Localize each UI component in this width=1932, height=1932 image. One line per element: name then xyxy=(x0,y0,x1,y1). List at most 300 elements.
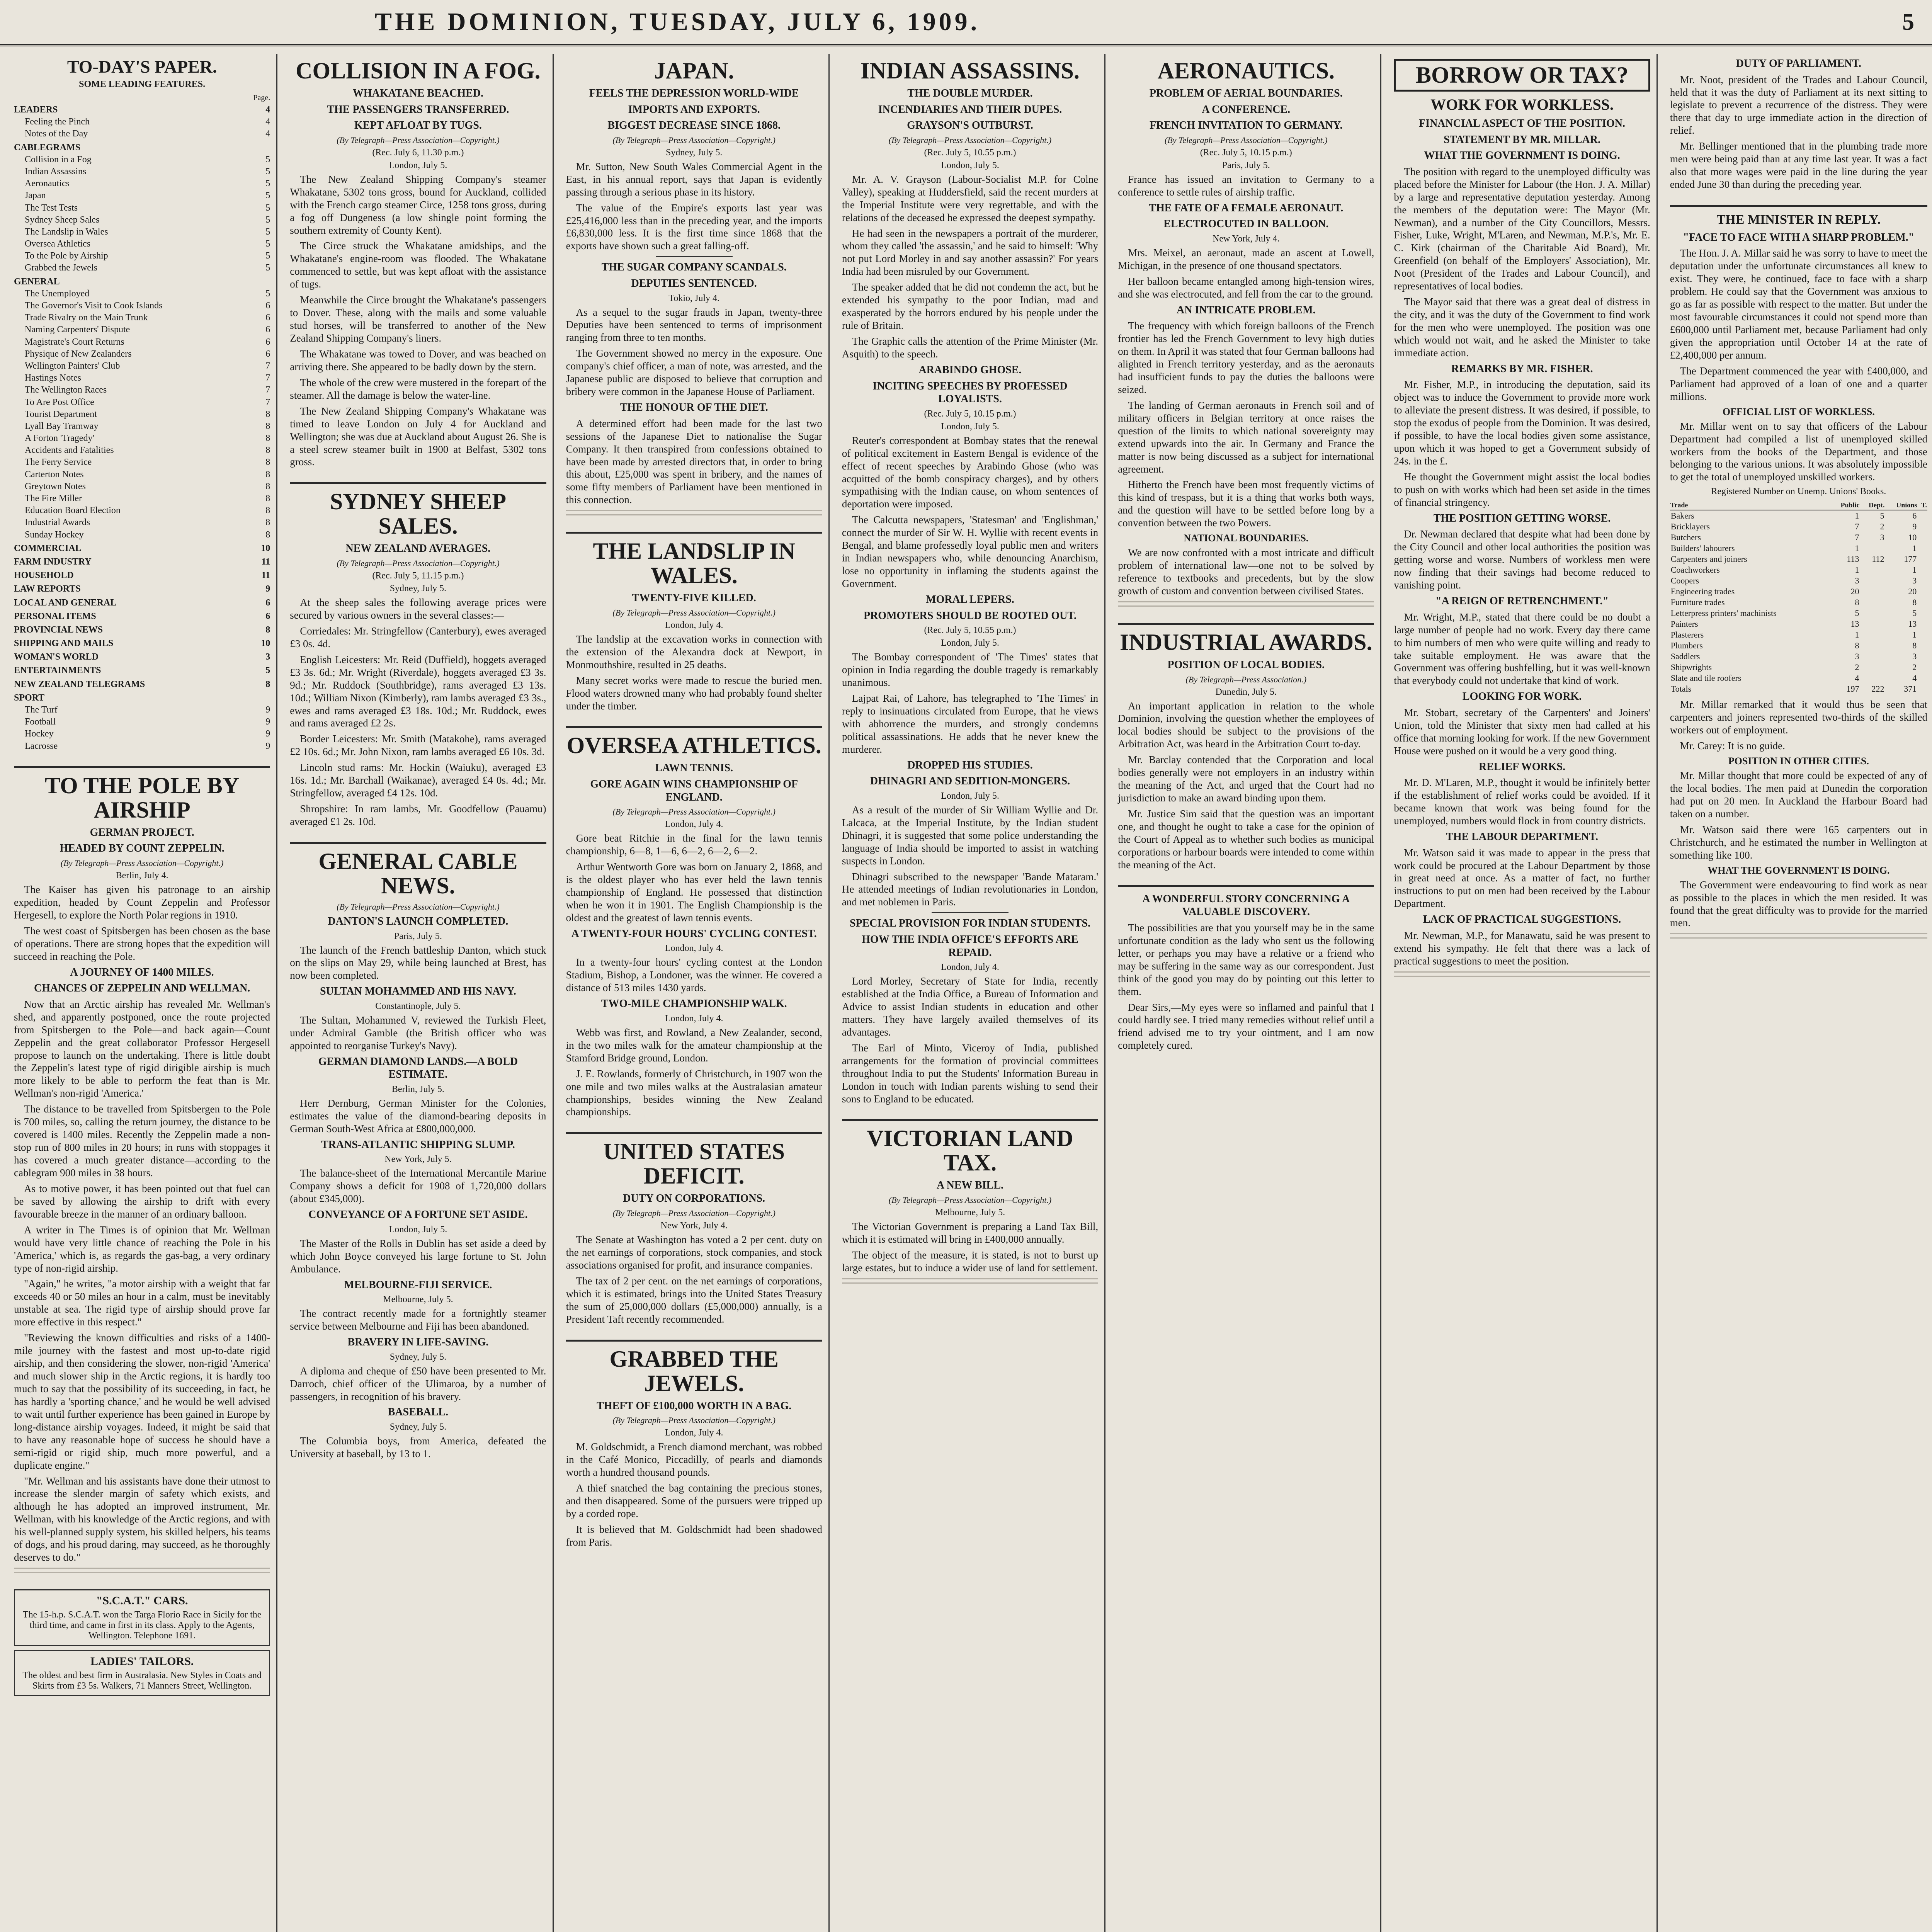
subheading: "FACE TO FACE WITH A SHARP PROBLEM." xyxy=(1683,231,1915,243)
article-indian xyxy=(842,59,1098,1105)
table-cell: 4 xyxy=(1855,673,1859,683)
article-body xyxy=(290,1435,546,1460)
subheading: BIGGEST DECREASE SINCE 1868. xyxy=(607,119,781,132)
table-cell: 7 xyxy=(1855,532,1859,543)
index-item-label: HOUSEHOLD xyxy=(14,570,74,581)
subheading: "A REIGN OF RETRENCHMENT." xyxy=(1435,595,1609,607)
paragraph: Lord Morley, Secretary of State for India, recently established at the India Office, a Bureau of Information and Advice to assist Indian students in education and other matters. They have largely availed themselves of its advantages. xyxy=(842,975,1099,1038)
table-row xyxy=(1670,586,1927,597)
index-item-page: 7 xyxy=(265,397,270,407)
continued-text xyxy=(1670,933,1927,941)
index-item-label: To Are Post Office xyxy=(25,397,94,407)
byline: (By Telegraph—Press Association—Copyright.) xyxy=(888,1195,1052,1205)
continued-text xyxy=(842,1278,1098,1286)
index-item xyxy=(14,583,270,595)
table-cell: 2 xyxy=(1880,522,1884,532)
index-item-label: The Wellington Races xyxy=(25,385,107,395)
cable-item xyxy=(290,1208,546,1275)
table-cell xyxy=(1860,608,1885,619)
index-item-label: Football xyxy=(25,717,56,727)
index-item-page: 5 xyxy=(265,665,270,676)
article-body xyxy=(1118,546,1374,597)
dateline: Berlin, July 4. xyxy=(116,870,168,881)
article-body xyxy=(290,1167,546,1205)
subheading: NATIONAL BOUNDARIES. xyxy=(1184,532,1309,544)
dateline: New York, July 4. xyxy=(660,1220,728,1231)
index-item-page: 10 xyxy=(261,638,270,649)
index-item-page: 5 xyxy=(265,288,270,299)
index-item-page: 3 xyxy=(265,652,270,662)
article-body xyxy=(1394,929,1650,968)
subheading: HEADED BY COUNT ZEPPELIN. xyxy=(60,842,224,855)
headline: VICTORIAN LAND TAX. xyxy=(867,1126,1073,1176)
index-item-page: 10 xyxy=(261,543,270,553)
byline: (By Telegraph—Press Association—Copyright.) xyxy=(1165,135,1328,145)
subheading: NEW ZEALAND AVERAGES. xyxy=(345,543,491,555)
paragraph: The Department commenced the year with £400,000, and Parliament had approved of a loan of one and a quarter millions. xyxy=(1670,365,1927,402)
index-item xyxy=(14,312,270,324)
table-cell xyxy=(1860,597,1885,608)
index-item-page: 5 xyxy=(265,154,270,165)
headline: GRABBED THE JEWELS. xyxy=(609,1346,779,1396)
subheading: POSITION IN OTHER CITIES. xyxy=(1728,755,1869,767)
index-item-page: 9 xyxy=(265,729,270,739)
table-caption: Registered Number on Unemp. Unions' Books. xyxy=(1711,486,1886,497)
index-item-page: 5 xyxy=(265,239,270,249)
cable-item-heading: CONVEYANCE OF A FORTUNE SET ASIDE. xyxy=(308,1209,528,1221)
table-cell: 7 xyxy=(1855,522,1859,532)
table-row xyxy=(1670,532,1927,543)
received-line: (Rec. July 5, 10.15 p.m.) xyxy=(1200,147,1292,158)
index-item xyxy=(14,505,270,517)
index-item-label: GENERAL xyxy=(14,276,60,287)
ad-title: "S.C.A.T." CARS. xyxy=(96,1594,188,1607)
index-page-label: Page. xyxy=(253,94,270,102)
paragraph: Shropshire: In ram lambs, Mr. Goodfellow (Pauamu) averaged £1 2s. 10d. xyxy=(290,803,546,827)
index-item-label: Lyall Bay Tramway xyxy=(25,421,99,431)
table-cell: 1 xyxy=(1912,565,1917,575)
article-body xyxy=(1118,700,1374,871)
table-cell: 2 xyxy=(1855,662,1859,672)
index-item-label: To the Pole by Airship xyxy=(25,251,108,261)
byline: (By Telegraph—Press Association—Copyright.) xyxy=(612,135,776,145)
table-header-cell: Public xyxy=(1830,501,1860,510)
paragraph: The Hon. J. A. Millar said he was sorry to have to meet the deputation under the unfortunate circumstances all knew to exist. They were, he continued, face to face with a sharp problem. He could say that the Government was anxious to go as far as possible with respect to the matter. But under the most favourable circumstances it could not spend more than £600,000 until Parliament met, because Parliament had only given the appropriation until October 14 at the rate of £2,400,000 per annum. xyxy=(1670,247,1927,361)
paragraph: Mr. Bellinger mentioned that in the plumbing trade more men were being paid than at any time last year. It was a fact also that more wages were paid in the line during the year ended June 30 than during the preceding year. xyxy=(1670,140,1927,190)
article-body xyxy=(1670,247,1927,403)
subheading: CHANCES OF ZEPPELIN AND WELLMAN. xyxy=(34,982,250,995)
divider xyxy=(566,532,822,534)
index-item-label: Grabbed the Jewels xyxy=(25,263,97,273)
article-body xyxy=(566,417,822,507)
article-deficit xyxy=(566,1139,822,1325)
paragraph: Mr. Newman, M.P., for Manawatu, said he was present to extend his sympathy. He felt that there was a lack of practical suggestions to meet the position. xyxy=(1394,929,1650,967)
table-body xyxy=(1670,510,1927,694)
article-victorian xyxy=(842,1126,1098,1286)
subheading: INCITING SPEECHES BY PROFESSED LOYALISTS. xyxy=(872,380,1068,405)
subheading: REMARKS BY MR. FISHER. xyxy=(1451,362,1593,375)
subheading: MORAL LEPERS. xyxy=(926,593,1014,605)
byline: (By Telegraph—Press Association—Copyright.) xyxy=(60,858,224,868)
dateline: Sydney, July 5. xyxy=(389,583,447,594)
index-item xyxy=(14,396,270,408)
paragraph: Mr. Fisher, M.P., in introducing the deputation, said its object was to induce the Government to provide more work to alleviate the present distress. It was desired, if possible, to stop the exodus of people from the Dominion. It was desired, if possible, to have the local bodies given some assistance, upon which it was hoped to get a Government subsidy of 24s. in the £. xyxy=(1394,379,1650,467)
table-cell: 4 xyxy=(1912,673,1917,683)
index-item-page: 6 xyxy=(265,349,270,359)
subheading: THE PASSENGERS TRANSFERRED. xyxy=(327,103,509,116)
index-title: TO-DAY'S PAPER. xyxy=(67,57,217,77)
index-item-page: 11 xyxy=(261,570,270,581)
index-item-label: Carterton Notes xyxy=(25,469,84,480)
dateline: Paris, July 5. xyxy=(394,931,442,941)
received-line: (Rec. July 5, 10.55 p.m.) xyxy=(924,147,1016,158)
subheading: RELIEF WORKS. xyxy=(1479,760,1566,773)
table-cell: Builders' labourers xyxy=(1670,543,1735,553)
subheading: DUTY OF PARLIAMENT. xyxy=(1736,58,1861,70)
article-body xyxy=(1118,173,1374,199)
article-body xyxy=(842,434,1098,590)
headline: A WONDERFUL STORY CONCERNING A VALUABLE DISCOVERY. xyxy=(1142,893,1350,918)
paragraph: The possibilities are that you yourself may be in the same unfortunate condition as the lady who sent us the following letter, or perhaps you may have a relative or a friend who may be suffering in the same way as our correspondent. Just think of the good you may do by pointing out this letter to them. xyxy=(1118,922,1374,997)
subheading: FEELS THE DEPRESSION WORLD-WIDE xyxy=(589,87,799,99)
paragraph: The distance to be travelled from Spitsbergen to the Pole is 700 miles, so, calling the return journey, the distance to be covered is 1400 miles. Recently the Zeppelin made a non-stop run of 800 miles in 20 hours; in runs with stoppages it has covered a much greater distance—according to the cablegram 900 miles in 38 hours. xyxy=(14,1103,270,1179)
index-item-page: 6 xyxy=(265,611,270,621)
paragraph: The launch of the French battleship Danton, which stuck on the slips on May 29, while being launched at Brest, has now been completed. xyxy=(290,944,546,981)
index-item-page: 5 xyxy=(265,202,270,213)
index-item-page: 5 xyxy=(265,263,270,273)
subheading: STATEMENT BY MR. MILLAR. xyxy=(1444,133,1600,146)
paragraph: The Circe struck the Whakatane amidships, and the Whakatane's engine-room was flooded. The Whakatane commenced to settle, but was kept afloat with the assistance of tugs. xyxy=(290,240,546,290)
column-3 xyxy=(560,54,830,1932)
paragraph: As a result of the murder of Sir William Wyllie and Dr. Lalcaca, at the Imperial Institute, by the Indian student Dhinagri, it is suggested that some police understanding the language of India should be imported to assist in watching suspects in London. xyxy=(842,804,1099,867)
index-item-page: 8 xyxy=(265,445,270,456)
index-item xyxy=(14,238,270,250)
table-cell: Slate and tile roofers xyxy=(1670,673,1742,683)
workless-table xyxy=(1670,501,1927,694)
article-collision xyxy=(290,59,546,468)
index-item xyxy=(14,704,270,716)
subheading: THE DOUBLE MURDER. xyxy=(907,87,1033,99)
headline: AERONAUTICS. xyxy=(1157,58,1335,83)
index-item xyxy=(14,679,270,690)
paragraph: The speaker added that he did not condemn the act, but he extended his sympathy to the poor Indian, mad and exasperated by the horrors endured by his people under the rule of Britain. xyxy=(842,281,1099,332)
paragraph: He had seen in the newspapers a portrait of the murderer, whom they called 'the assassin,' and he said to himself: 'Why not put Lord Morley in and say another assassin?' For years India had been misruled by our Government. xyxy=(842,227,1099,277)
table-cell: Bakers xyxy=(1670,511,1694,521)
paragraph: Lincoln stud rams: Mr. Hockin (Waiuku), averaged £3 16s. 1d.; Mr. Barchall (Waikanae), averaged £4 0s. 4d.; Mr. Stringfellow, averaged £4 12s. 10d. xyxy=(290,762,546,799)
dateline: London, July 5. xyxy=(389,160,447,170)
subheading: THE SUGAR COMPANY SCANDALS. xyxy=(601,261,787,274)
divider xyxy=(566,1340,822,1342)
table-cell: Coopers xyxy=(1670,576,1699,586)
index-item-label: Magistrate's Court Returns xyxy=(25,337,124,347)
table-cell: 3 xyxy=(1855,576,1859,586)
subheading: AN INTRICATE PROBLEM. xyxy=(1176,304,1316,316)
article-body xyxy=(1394,776,1650,827)
article-body xyxy=(566,1233,822,1326)
index-item xyxy=(14,262,270,274)
index-item xyxy=(14,142,270,154)
index-item xyxy=(14,570,270,582)
index-item-label: Oversea Athletics xyxy=(25,239,90,249)
cable-item xyxy=(290,1279,546,1333)
paragraph: The frequency with which foreign balloons of the French frontier has led the French Government to levy high duties on them. In April it was stated that four German balloons had alighted in French territory yesterday, and as the aeronauts had insufficient funds to pay the duties the balloons were seized. xyxy=(1118,320,1374,395)
table-cell xyxy=(1860,619,1885,629)
index-item-page: 5 xyxy=(265,226,270,237)
table-cell: Plasterers xyxy=(1670,630,1704,640)
columns xyxy=(8,54,1932,1932)
paragraph: The Master of the Rolls in Dublin has set aside a deed by which John Boyce conveyed his large fortune to St. John Ambulance. xyxy=(290,1237,546,1275)
paragraph: English Leicesters: Mr. Reid (Duffield), hoggets averaged £3 3s. 6d.; Mr. Wright (Riverdale), hoggets averaged £3 3s. 9d.; Mr. Ruddock (Southbridge), rams averaged £3 13s. 10d.; William Nixon (Kimberly), ram lambs averaged £3 3s., ewes and rams averaged £3 18s. 10d.; Mr. Ruddock, ewes and rams averaged £2 2s. xyxy=(290,653,546,729)
index-item-page: 6 xyxy=(265,313,270,323)
index-item-page: 9 xyxy=(265,741,270,751)
table-cell: 8 xyxy=(1855,597,1859,607)
index-item xyxy=(14,543,270,554)
paragraph: Mr. Millar remarked that it would thus be seen that carpenters and joiners represented two-thirds of the skilled workers out of employment. xyxy=(1670,699,1927,736)
dateline: Melbourne, July 5. xyxy=(935,1208,1005,1218)
byline: (By Telegraph—Press Association—Copyright.) xyxy=(612,1415,776,1425)
table-row xyxy=(1670,684,1927,694)
subheading: DUTY ON CORPORATIONS. xyxy=(623,1192,765,1205)
article-body xyxy=(1394,165,1650,359)
cable-items xyxy=(290,915,546,1460)
headline: GENERAL CABLE NEWS. xyxy=(318,848,518,898)
index-item-page: 8 xyxy=(265,481,270,492)
ad-text: The oldest and best firm in Australasia. New Styles in Coats and Skirts from £3 5s. Walkers, 71 Manners Street, Wellington. xyxy=(22,1670,262,1691)
table-row xyxy=(1670,543,1927,554)
cable-item-heading: DANTON'S LAUNCH COMPLETED. xyxy=(328,915,509,927)
table-cell xyxy=(1860,543,1885,554)
subheading: TWENTY-FIVE KILLED. xyxy=(632,592,756,604)
subheading: FRENCH INVITATION TO GERMANY. xyxy=(1150,119,1343,132)
cable-item xyxy=(290,1336,546,1403)
index-item xyxy=(14,665,270,677)
table-cell: 5 xyxy=(1912,608,1917,618)
article-body xyxy=(1394,706,1650,757)
index-item-label: The Landslip in Wales xyxy=(25,226,108,237)
paragraph: Mr. Barclay contended that the Corporation and local bodies generally were not employers in an industry within the meaning of the Act, and urged that the Court had no jurisdiction to make an award binding upon them. xyxy=(1118,754,1374,804)
article-body xyxy=(566,306,822,398)
index-item xyxy=(14,529,270,541)
table-row xyxy=(1670,565,1927,575)
dateline: Tokio, July 4. xyxy=(668,293,720,303)
article-body xyxy=(1118,922,1374,1052)
paragraph: Mr. Watson said it was made to appear in the press that work could be procured at the Labour Department by those in great need at once. As a matter of fact, no further instructions to put on men had been received by the Labour Department. xyxy=(1394,847,1650,910)
table-cell xyxy=(1860,673,1885,684)
subheading: GORE AGAIN WINS CHAMPIONSHIP OF ENGLAND. xyxy=(590,778,798,803)
paragraph: Webb was first, and Rowland, a New Zealander, second, in the two miles walk for the amateur championship at the Stamford Bridge ground, London. xyxy=(566,1026,822,1064)
index-item xyxy=(14,624,270,636)
paragraph: The Bombay correspondent of 'The Times' states that opinion in India regarding the double tragedy is remarkably unanimous. xyxy=(842,651,1099,688)
index-item-page: 5 xyxy=(265,190,270,201)
index-item xyxy=(14,104,270,116)
dateline: Constantinople, July 5. xyxy=(375,1001,461,1011)
paragraph: Meanwhile the Circe brought the Whakatane's passengers to Dover. These, along with the mails and some valuable stud horses, will be transferred to another of the New Zealand Shipping Company's liners. xyxy=(290,294,546,344)
subheading: GRAYSON'S OUTBURST. xyxy=(907,119,1033,132)
table-header-cell: Trade xyxy=(1670,501,1831,510)
article-body xyxy=(842,651,1098,756)
paragraph: The Sultan, Mohammed V, reviewed the Turkish Fleet, under Admiral Gamble (the British officer who was appointed to reorganise Turkey's Navy). xyxy=(290,1014,546,1051)
table-header-cell: Dept. xyxy=(1860,501,1885,510)
article-body xyxy=(566,832,822,924)
index-subtitle: SOME LEADING FEATURES. xyxy=(79,79,206,89)
article-body xyxy=(1670,73,1927,191)
cable-item xyxy=(290,985,546,1052)
byline: (By Telegraph—Press Association—Copyright.) xyxy=(612,607,776,617)
table-cell: 112 xyxy=(1872,554,1884,564)
index-item-label: Naming Carpenters' Dispute xyxy=(25,325,130,335)
index-item xyxy=(14,276,270,288)
index-item-page: 8 xyxy=(265,493,270,503)
paragraph: The New Zealand Shipping Company's Whakatane was timed to leave London on July 4 for Auckland and Wellington; she was due at Auckland about August 26. She is a steel screw steamer built in 1900 at Belfast, 5302 tons gross. xyxy=(290,405,546,468)
received-line: (Rec. July 6, 11.30 p.m.) xyxy=(372,147,464,158)
index-item-label: Japan xyxy=(25,190,46,201)
continued-text xyxy=(566,510,822,518)
divider xyxy=(932,912,1009,913)
index-item xyxy=(14,444,270,456)
subheading: LOOKING FOR WORK. xyxy=(1462,690,1582,703)
table-cell: Plumbers xyxy=(1670,641,1703,651)
subheading: IMPORTS AND EXPORTS. xyxy=(628,103,760,116)
index-item-label: NEW ZEALAND TELEGRAMS xyxy=(14,679,145,689)
index-item-label: Greytown Notes xyxy=(25,481,86,492)
table-cell xyxy=(1860,586,1885,597)
headline: INDUSTRIAL AWARDS. xyxy=(1120,629,1372,655)
dateline: London, July 4. xyxy=(665,1428,723,1438)
index-item-page: 5 xyxy=(265,166,270,177)
index-item-label: The Fire Miller xyxy=(25,493,82,503)
table-row xyxy=(1670,619,1927,629)
table-row xyxy=(1670,662,1927,673)
index-item-label: Hockey xyxy=(25,729,54,739)
index-item-label: FARM INDUSTRY xyxy=(14,556,92,567)
subheading: WORK FOR WORKLESS. xyxy=(1430,96,1614,113)
dateline: Berlin, July 5. xyxy=(391,1084,444,1094)
article-body xyxy=(14,998,270,1564)
index-item xyxy=(14,692,270,704)
table-cell: 10 xyxy=(1908,532,1917,543)
table-cell xyxy=(1860,629,1885,640)
table-cell: 371 xyxy=(1904,684,1917,694)
article-body xyxy=(566,1026,822,1119)
index-item xyxy=(14,202,270,214)
paragraph: "Reviewing the known difficulties and risks of a 1400-mile journey with the fastest and most up-to-date rigid airship, and then considering the slower, non-rigid 'America' and much slower ship in the Arctic regions, it is hardly too much to say that the possibility of its succeeding, in fact, he has hardly a 'sporting chance,' and he would be well advised to wait until further experience has been gained in Europe by long-distance airship voyages. Indeed, it might be said that to have any reasonable hope of success he should have a semi-rigid or rigid ship, much more powerful, and a duplicate engine." xyxy=(14,1332,270,1471)
index-item xyxy=(14,360,270,372)
article-sheep xyxy=(290,490,546,828)
table-cell: 8 xyxy=(1912,597,1917,607)
dateline: London, July 4. xyxy=(665,620,723,630)
index-item-label: COMMERCIAL xyxy=(14,543,82,553)
dateline: London, July 5. xyxy=(941,791,999,801)
index-item-label: The Test Tests xyxy=(25,202,78,213)
article-landslip xyxy=(566,539,822,712)
paragraph: The Mayor said that there was a great deal of distress in the city, and it was the duty of the Government to find work for the men who were unemployed. The position was one which would not wait, and he asked the Minister to take immediate action. xyxy=(1394,296,1650,359)
table-cell: 9 xyxy=(1912,522,1917,532)
index-item xyxy=(14,469,270,481)
paragraph: Mr. Watson said there were 165 carpenters out in Christchurch, and he estimated the number in Wellington at something like 100. xyxy=(1670,823,1927,861)
subheading: THE FATE OF A FEMALE AERONAUT. xyxy=(1149,202,1344,214)
index-item xyxy=(14,116,270,128)
byline: (By Telegraph—Press Association.) xyxy=(1185,674,1307,684)
headline: THE MINISTER IN REPLY. xyxy=(1716,213,1881,227)
paragraph: France has issued an invitation to Germany to a conference to settle rules of airship traffic. xyxy=(1118,173,1374,198)
table-cell xyxy=(1860,565,1885,575)
index-item-label: Physique of New Zealanders xyxy=(25,349,132,359)
paragraph: Mr. Justice Sim said that the question was an important one, and thought he ought to take a case for the opinion of the Court of Appeal as to whether such bodies as municipal corporations or harbour boards were intended to come within the meaning of the Act. xyxy=(1118,808,1374,871)
table-cell: 3 xyxy=(1912,651,1917,662)
index-item-label: Industrial Awards xyxy=(25,517,90,528)
divider xyxy=(566,1132,822,1134)
divider xyxy=(290,842,546,844)
index-item-page: 4 xyxy=(265,129,270,139)
table-cell xyxy=(1860,662,1885,673)
divider xyxy=(1670,205,1927,207)
advertisement xyxy=(14,1589,270,1646)
dateline: New York, July 4. xyxy=(1213,233,1280,244)
article-body xyxy=(290,596,546,828)
article-body xyxy=(842,173,1098,361)
table-cell: 1 xyxy=(1855,565,1859,575)
paragraph: The Earl of Minto, Viceroy of India, published arrangements for the formation of provincial committees throughout India to put the Students' Information Bureau in London in touch with Indian parents wishing to send their sons to England to be educated. xyxy=(842,1042,1099,1105)
divider xyxy=(656,256,733,257)
subheading: GERMAN PROJECT. xyxy=(90,826,194,838)
received-line: (Rec. July 5, 10.55 p.m.) xyxy=(924,625,1016,636)
index-item xyxy=(14,336,270,348)
byline: (By Telegraph—Press Association—Copyright.) xyxy=(337,558,500,568)
table-cell: Totals xyxy=(1670,684,1692,694)
paragraph: The landslip at the excavation works in connection with the extension of the Alexandra dock at Newport, in Monmouthshire, resulted in 25 deaths. xyxy=(566,633,822,670)
index-item xyxy=(14,517,270,529)
table-cell: Furniture trades xyxy=(1670,597,1725,607)
column-6 xyxy=(1388,54,1657,1932)
index-item xyxy=(14,420,270,432)
article-body xyxy=(566,160,822,253)
table-row xyxy=(1670,575,1927,586)
article-discovery xyxy=(1118,893,1374,1052)
paragraph: The Government showed no mercy in the exposure. One company's chief officer, a man of note, was arrested, and the Japanese public are disposed to believe that corruption and bribery were common in the Japanese House of Parliament. xyxy=(566,347,822,398)
article-body xyxy=(290,944,546,982)
article-borrow xyxy=(1394,59,1650,979)
table-row xyxy=(1670,608,1927,619)
column-5 xyxy=(1112,54,1381,1932)
dateline: London, July 4. xyxy=(665,1013,723,1024)
subheading: WHAKATANE BEACHED. xyxy=(352,87,483,99)
subheading: WHAT THE GOVERNMENT IS DOING. xyxy=(1708,864,1890,876)
headline: BORROW OR TAX? xyxy=(1394,59,1650,92)
article-body xyxy=(842,1220,1098,1274)
index-item-page: 8 xyxy=(265,624,270,635)
subheading: A JOURNEY OF 1400 MILES. xyxy=(70,966,214,978)
paragraph: Dear Sirs,—My eyes were so inflamed and painful that I could hardly see. I tried many remedies without relief until a friend advised me to try your ointment, and I am now completely cured. xyxy=(1118,1001,1374,1051)
page-number: 5 xyxy=(1902,9,1914,35)
table-cell: Engineering trades xyxy=(1670,587,1735,597)
table-cell: 8 xyxy=(1855,641,1859,651)
index-item-label: Feeling the Pinch xyxy=(25,117,90,127)
index-list xyxy=(14,104,270,752)
cable-item-heading: MELBOURNE-FIJI SERVICE. xyxy=(344,1279,492,1291)
dateline: Sydney, July 5. xyxy=(389,1422,447,1432)
index-item-label: A Forton 'Tragedy' xyxy=(25,433,94,444)
table-cell: Shipwrights xyxy=(1670,662,1712,672)
paragraph: Arthur Wentworth Gore was born on January 2, 1868, and is the oldest player who has ever held the lawn tennis championship of England. He possessed that distinction when he won it in 1901. The English Championship is the oldest and the greatest of lawn tennis events. xyxy=(566,861,822,923)
table-cell xyxy=(1860,640,1885,651)
index-item-page: 7 xyxy=(265,373,270,383)
index-item xyxy=(14,384,270,396)
paragraph: "Again," he writes, "a motor airship with a weight that far exceeds 40 or 50 miles an hour in a calm, must be inevitably unstable at sea. The rigid type of airship should prove far more effective in this respect." xyxy=(14,1278,270,1328)
subheading: A CONFERENCE. xyxy=(1202,103,1291,116)
index-item-page: 7 xyxy=(265,361,270,371)
subheading: OFFICIAL LIST OF WORKLESS. xyxy=(1722,406,1875,417)
index-item xyxy=(14,226,270,238)
